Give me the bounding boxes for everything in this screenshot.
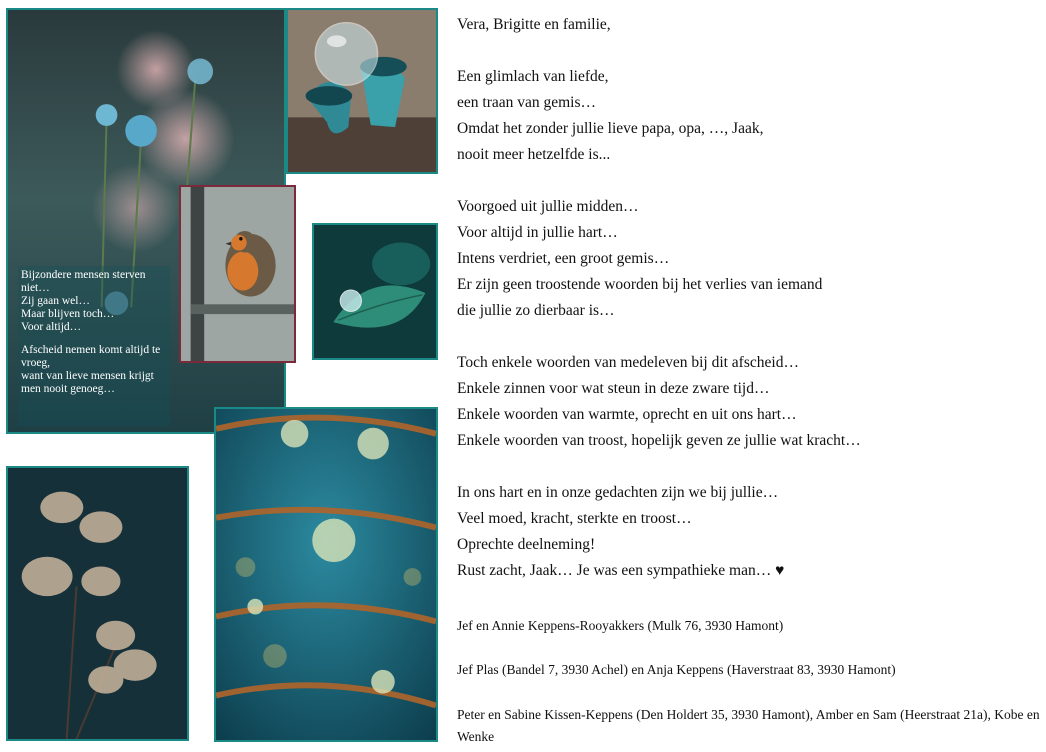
letter-line: Voor altijd in jullie hart… bbox=[457, 224, 618, 241]
poem-line: Maar blijven toch… bbox=[21, 308, 115, 320]
letter-line: Er zijn geen troostende woorden bij het verlies van iemand bbox=[457, 276, 823, 293]
letter-line: die jullie zo dierbaar is… bbox=[457, 302, 615, 319]
poem-line: Afscheid nemen komt altijd te vroeg, bbox=[21, 344, 161, 369]
poem-line: Voor altijd… bbox=[21, 321, 82, 333]
letter-line: Toch enkele woorden van medeleven bij dit afscheid… bbox=[457, 354, 799, 371]
letter-line: een traan van gemis… bbox=[457, 94, 597, 111]
signer-line: Peter en Sabine Kissen-Keppens (Den Holdert 35, 3930 Hamont), Amber en Sam (Heerstraat 21a), Kobe en Wenke bbox=[457, 707, 1040, 744]
letter-line: Een glimlach van liefde, bbox=[457, 68, 609, 85]
letter-line: nooit meer hetzelfde is... bbox=[457, 146, 611, 163]
signer-1 bbox=[457, 615, 1042, 637]
signer-3 bbox=[457, 704, 1042, 748]
letter-line: Voorgoed uit jullie midden… bbox=[457, 198, 639, 215]
robin-photo bbox=[179, 185, 296, 363]
letter-line: Enkele woorden van troost, hopelijk geven ze jullie wat kracht… bbox=[457, 432, 861, 449]
letter-line: Enkele woorden van warmte, oprecht en uit ons hart… bbox=[457, 406, 797, 423]
letter-line: Rust zacht, Jaak… Je was een sympathieke man… ♥ bbox=[457, 562, 785, 579]
poem-line: Zij gaan wel… bbox=[21, 295, 90, 307]
poem-line: want van lieve mensen krijgt men nooit genoeg… bbox=[21, 370, 154, 395]
signer-line: Jef Plas (Bandel 7, 3930 Achel) en Anja Keppens (Haverstraat 83, 3930 Hamont) bbox=[457, 662, 896, 677]
leaf-droplet-photo bbox=[312, 223, 438, 360]
signer-line: Jef en Annie Keppens-Rooyakkers (Mulk 76, 3930 Hamont) bbox=[457, 618, 784, 633]
greeting: Vera, Brigitte en familie, bbox=[457, 16, 611, 33]
mushroom-photo bbox=[286, 8, 438, 174]
dried-hydrangea-photo bbox=[6, 466, 189, 741]
letter-line: In ons hart en in onze gedachten zijn we bij jullie… bbox=[457, 484, 779, 501]
letter-line: Intens verdriet, een groot gemis… bbox=[457, 250, 670, 267]
droplet-spiral-photo bbox=[214, 407, 438, 742]
poem-overlay bbox=[18, 266, 170, 426]
poem-line: Bijzondere mensen sterven niet… bbox=[21, 269, 146, 294]
condolence-letter bbox=[457, 12, 1042, 584]
letter-line: Veel moed, kracht, sterkte en troost… bbox=[457, 510, 692, 527]
letter-line: Enkele zinnen voor wat steun in deze zware tijd… bbox=[457, 380, 770, 397]
signer-2 bbox=[457, 659, 1042, 681]
letter-line: Oprechte deelneming! bbox=[457, 536, 596, 553]
letter-line: Omdat het zonder jullie lieve papa, opa, …, Jaak, bbox=[457, 120, 764, 137]
